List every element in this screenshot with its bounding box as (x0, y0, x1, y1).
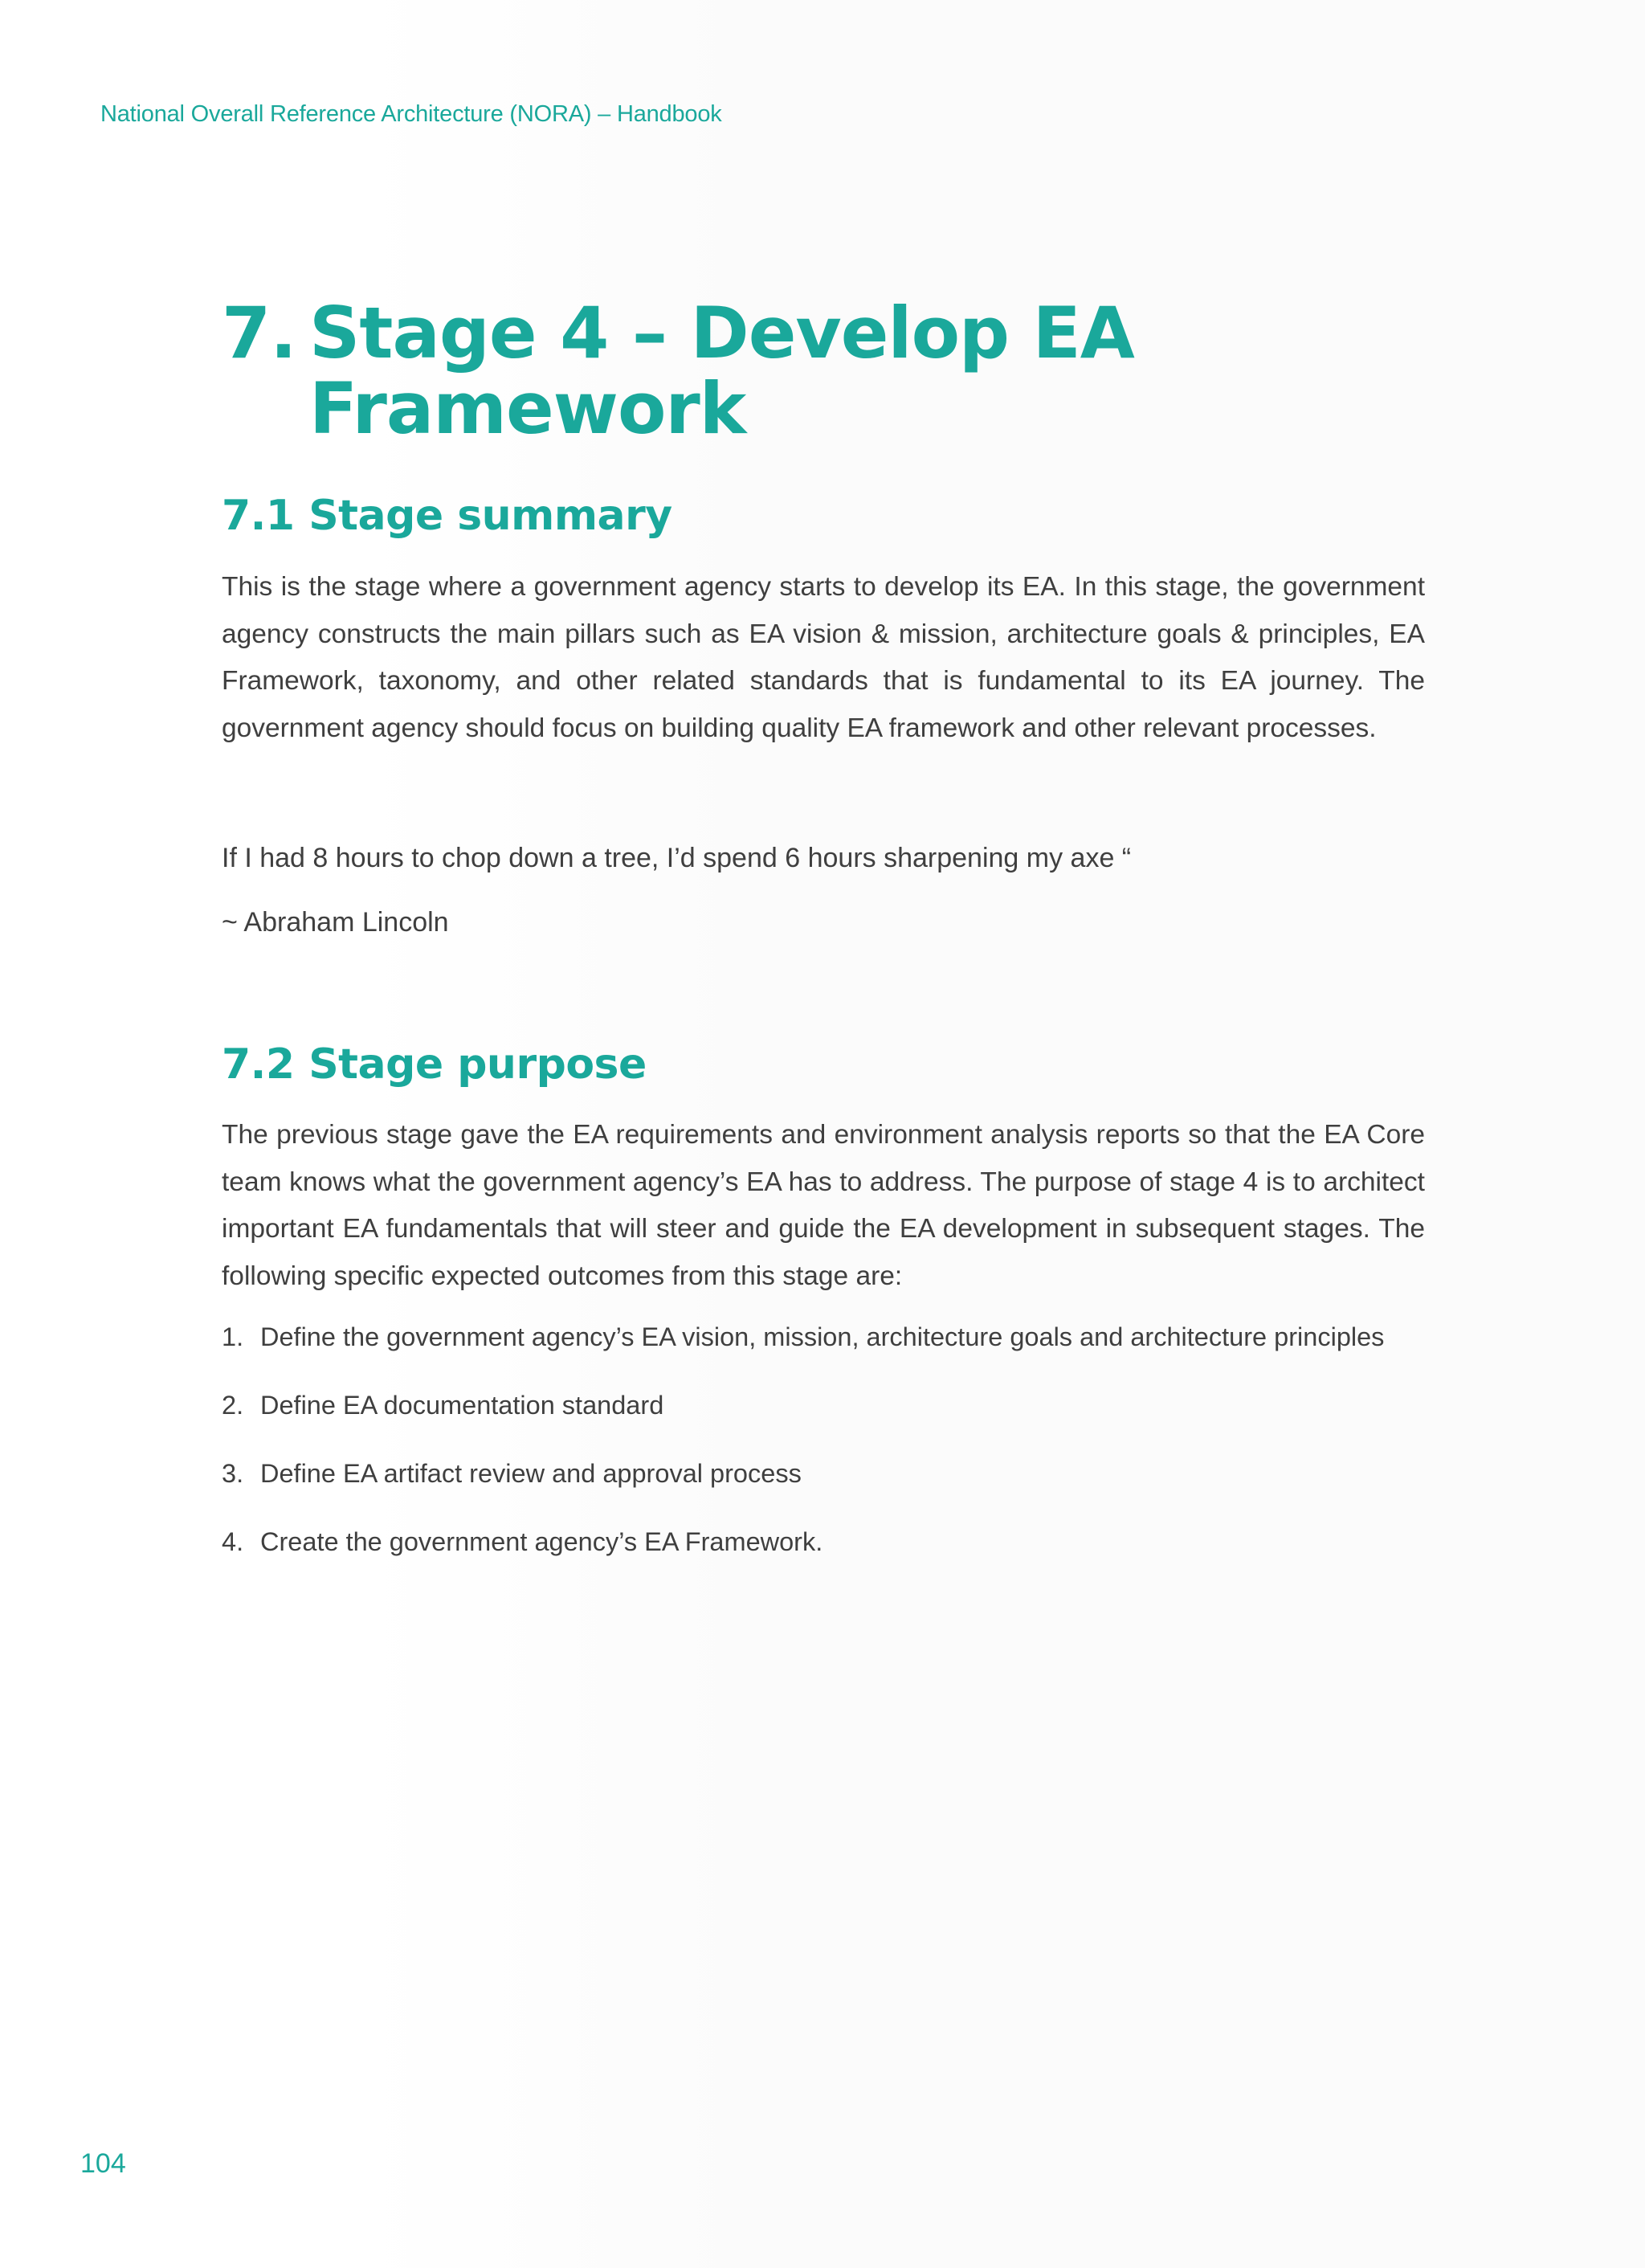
list-item-number: 4. (222, 1527, 244, 1556)
list-item-number: 2. (222, 1391, 244, 1420)
quote-attribution: ~ Abraham Lincoln (222, 907, 449, 938)
page-number: 104 (80, 2148, 126, 2179)
list-item-text: Define EA documentation standard (260, 1391, 664, 1420)
list-item (222, 1456, 1467, 1524)
list-item-number: 3. (222, 1459, 244, 1488)
expected-outcomes-list (222, 1319, 1467, 1592)
chapter-title-line2: Framework (309, 367, 746, 450)
chapter-number: 7. (222, 292, 296, 374)
list-item-text: Create the government agency’s EA Framework. (260, 1527, 823, 1556)
quote-text: If I had 8 hours to chop down a tree, I’d spend 6 hours sharpening my axe “ (222, 843, 1132, 873)
list-item (222, 1319, 1467, 1387)
list-item (222, 1524, 1467, 1592)
stage-purpose-paragraph: The previous stage gave the EA requirements and environment analysis reports so that the EA Core team knows what the government agency’s EA has to address. The purpose of stage 4 is to architect important EA fundamentals that will steer and guide the EA development in subsequent stages. The following specific expected outcomes from this stage are: (222, 1120, 1425, 1291)
stage-summary-paragraph: This is the stage where a government agency starts to develop its EA. In this stage, the government agency constructs the main pillars such as EA vision & mission, architecture goals & principles, EA Framework, taxonomy, and other related standards that is fundamental to its EA journey. The government agency should focus on building quality EA framework and other relevant processes. (222, 572, 1425, 743)
chapter-title-line1: Stage 4 – Develop EA (309, 292, 1134, 374)
section-heading-stage-purpose: 7.2 Stage purpose (222, 1040, 647, 1089)
list-item-text: Define the government agency’s EA vision, mission, architecture goals and architecture principles (260, 1322, 1385, 1351)
chapter-title (222, 292, 1427, 450)
list-item-text: Define EA artifact review and approval process (260, 1459, 802, 1488)
running-header: National Overall Reference Architecture (NORA) – Handbook (100, 101, 722, 127)
list-item-number: 1. (222, 1322, 244, 1351)
list-item (222, 1387, 1467, 1456)
section-heading-stage-summary: 7.1 Stage summary (222, 492, 672, 540)
